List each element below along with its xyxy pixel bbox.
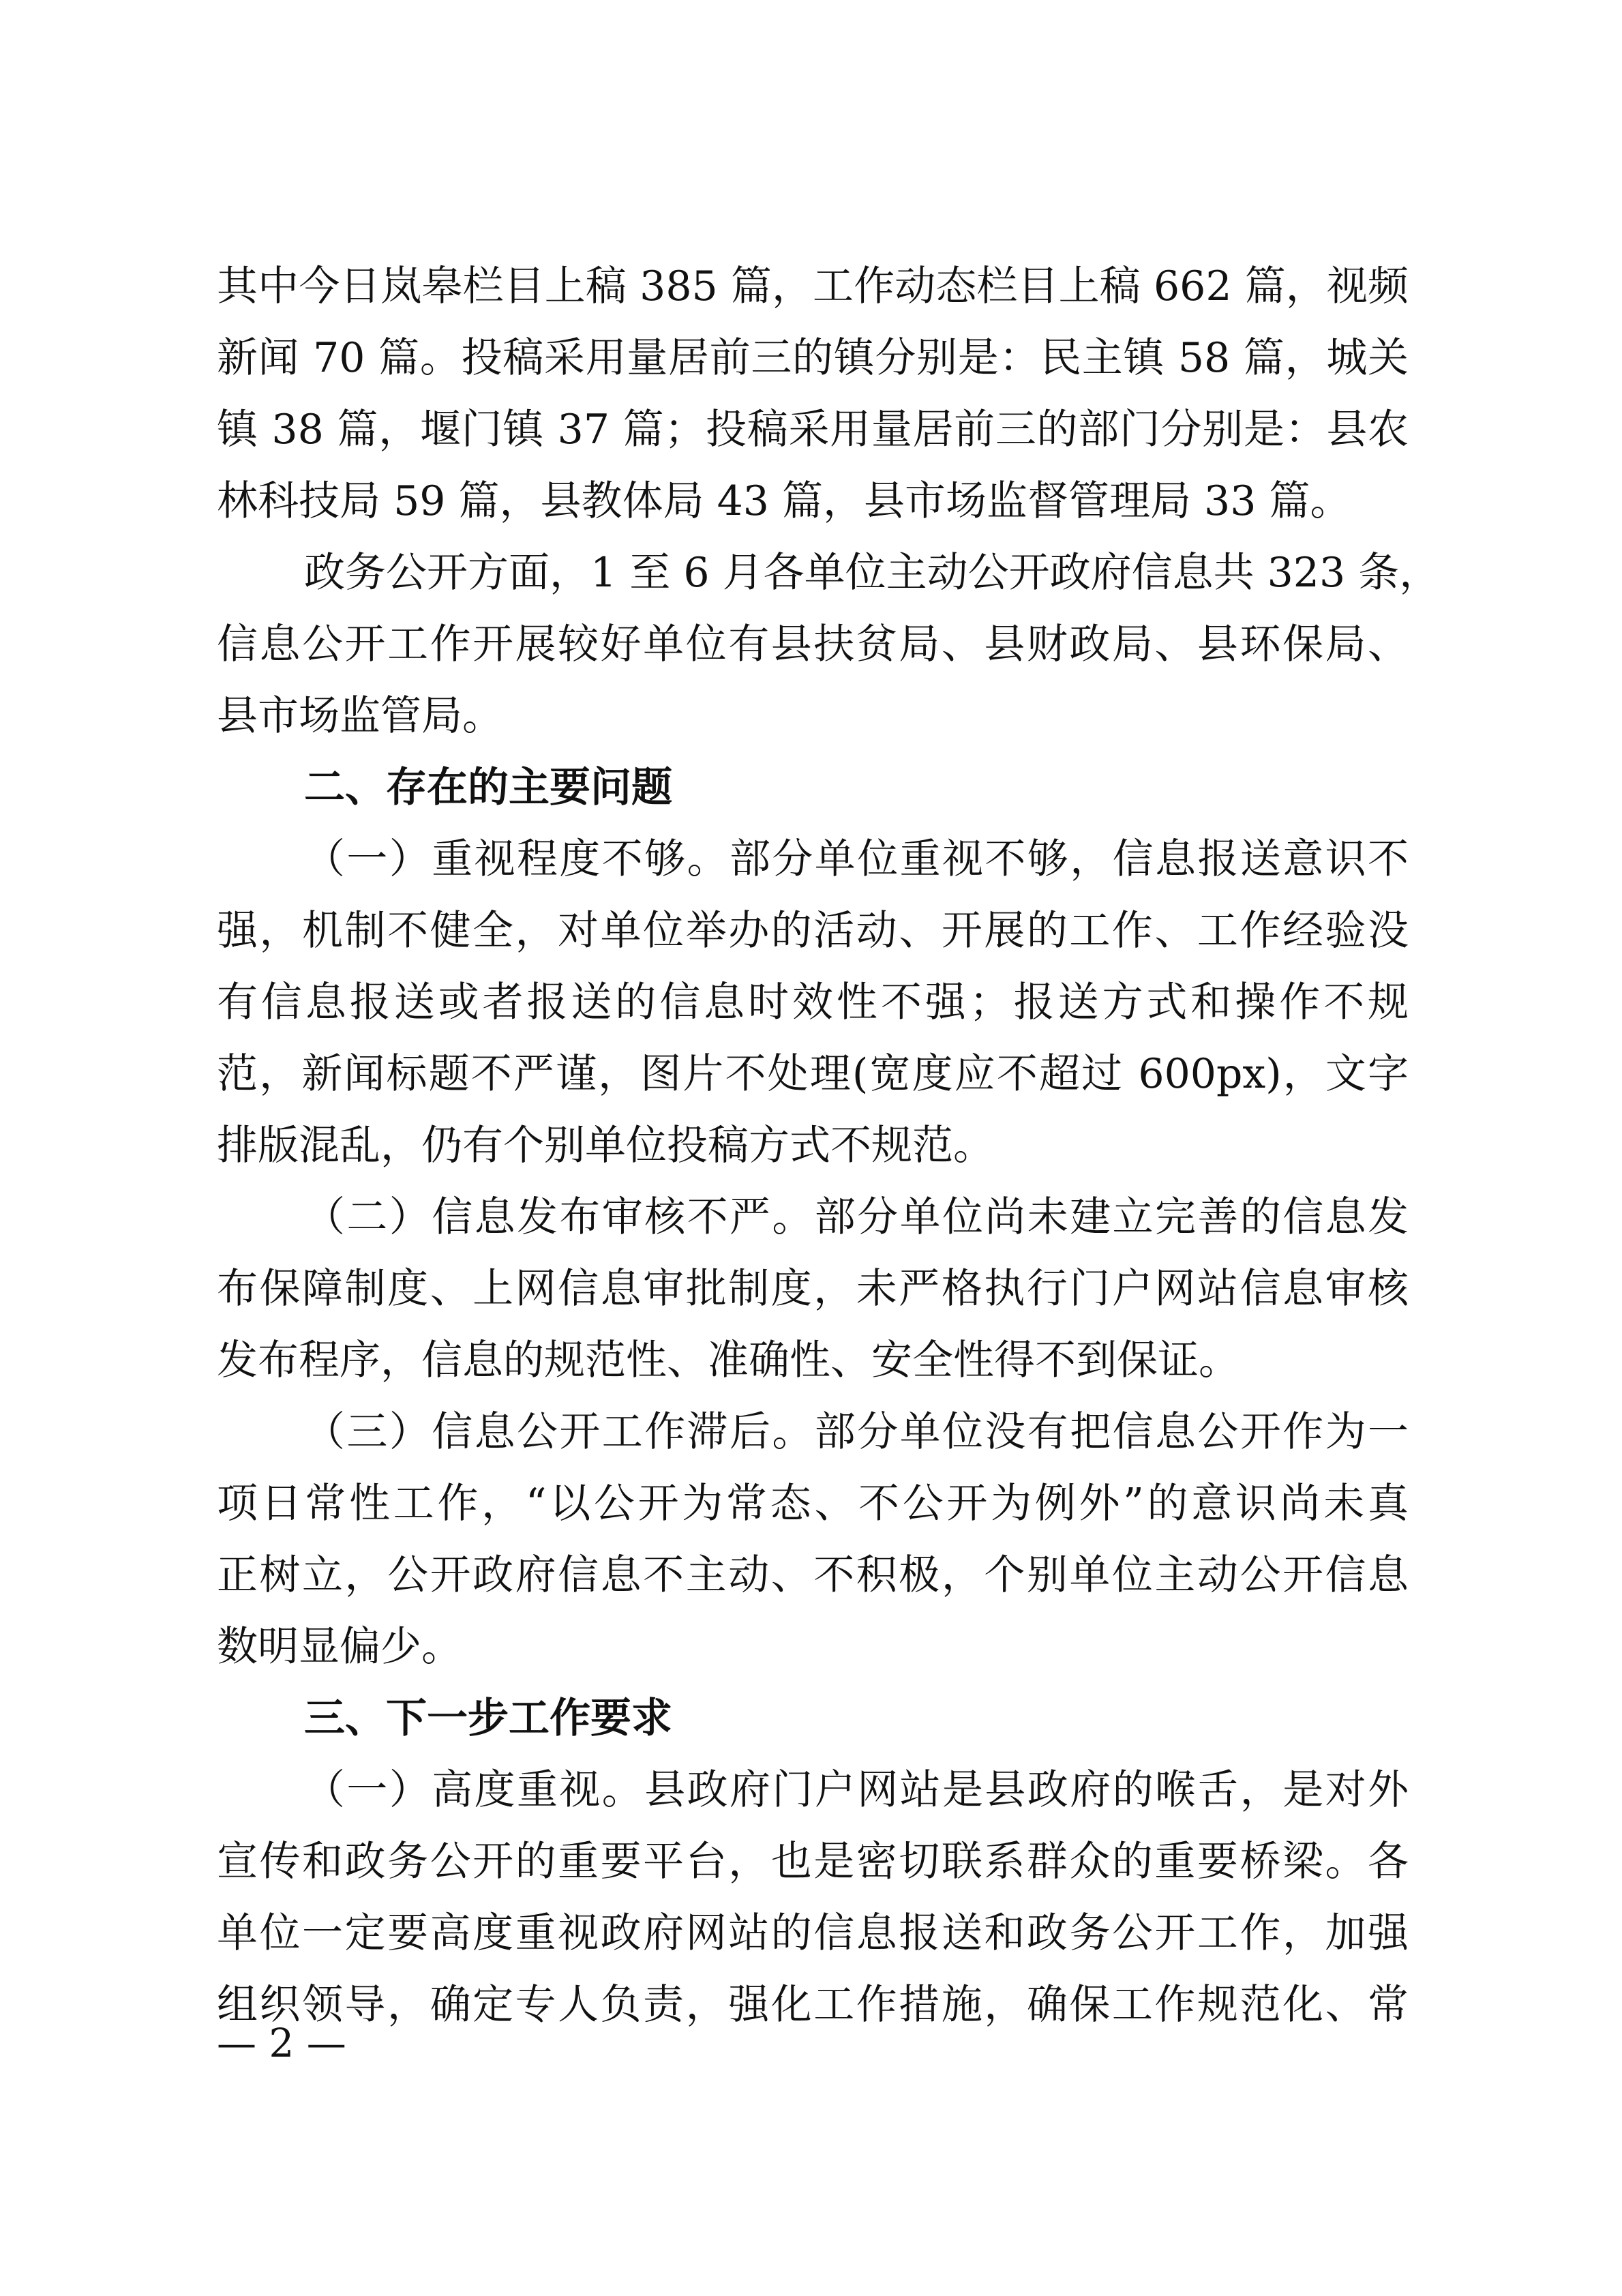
text-line: 信息公开工作开展较好单位有县扶贫局、县财政局、县环保局、 bbox=[217, 621, 1409, 668]
text-line: 宣传和政务公开的重要平台，也是密切联系群众的重要桥梁。各 bbox=[217, 1838, 1409, 1885]
paragraph bbox=[217, 1755, 1409, 2041]
paragraph bbox=[217, 537, 1441, 752]
text-line: 范，新闻标题不严谨，图片不处理(宽度应不超过 600px)，文字 bbox=[217, 1050, 1409, 1098]
paragraph bbox=[217, 251, 1409, 537]
text-line: 单位一定要高度重视政府网站的信息报送和政务公开工作，加强 bbox=[217, 1909, 1409, 1957]
text-line: 新闻 70 篇。投稿采用量居前三的镇分别是：民主镇 58 篇，城关 bbox=[217, 334, 1409, 382]
text-line: 强，机制不健全，对单位举办的活动、开展的工作、工作经验没 bbox=[217, 907, 1409, 955]
text-line: （二）信息发布审核不严。部分单位尚未建立完善的信息发 bbox=[304, 1193, 1409, 1241]
section-heading bbox=[217, 752, 1409, 824]
text-line: 项日常性工作，“以公开为常态、不公开为例外”的意识尚未真 bbox=[217, 1480, 1409, 1527]
text-line: 有信息报送或者报送的信息时效性不强；报送方式和操作不规 bbox=[217, 979, 1409, 1026]
text-line: （一）高度重视。县政府门户网站是县政府的喉舌，是对外 bbox=[304, 1766, 1409, 1814]
text-line: 组织领导，确定专人负责，强化工作措施，确保工作规范化、常 bbox=[217, 1981, 1409, 2029]
text-line: 排版混乱，仍有个别单位投稿方式不规范。 bbox=[217, 1122, 994, 1169]
text-line: 数明显偏少。 bbox=[217, 1623, 462, 1671]
text-line: 其中今日岚皋栏目上稿 385 篇，工作动态栏目上稿 662 篇，视频 bbox=[217, 263, 1409, 310]
document-body bbox=[217, 251, 1441, 2041]
page-number: — 2 — bbox=[217, 2020, 346, 2066]
text-line: 政务公开方面，1 至 6 月各单位主动公开政府信息共 323 条， bbox=[304, 549, 1441, 597]
text-line: （一）重视程度不够。部分单位重视不够，信息报送意识不 bbox=[304, 835, 1409, 883]
text-line: 布保障制度、上网信息审批制度，未严格执行门户网站信息审核 bbox=[217, 1265, 1409, 1313]
heading-text: 三、下一步工作要求 bbox=[304, 1695, 672, 1742]
text-line: （三）信息公开工作滞后。部分单位没有把信息公开作为一 bbox=[304, 1408, 1409, 1456]
paragraph bbox=[217, 1182, 1409, 1397]
paragraph bbox=[217, 824, 1409, 1182]
heading-text: 二、存在的主要问题 bbox=[304, 764, 672, 811]
section-heading bbox=[217, 1683, 1409, 1755]
text-line: 正树立，公开政府信息不主动、不积极，个别单位主动公开信息 bbox=[217, 1551, 1409, 1599]
text-line: 林科技局 59 篇，县教体局 43 篇，县市场监督管理局 33 篇。 bbox=[217, 477, 1351, 525]
text-line: 镇 38 篇，堰门镇 37 篇；投稿采用量居前三的部门分别是：县农 bbox=[217, 406, 1409, 453]
text-line: 发布程序，信息的规范性、准确性、安全性得不到保证。 bbox=[217, 1337, 1240, 1384]
paragraph bbox=[217, 1397, 1409, 1683]
text-line: 县市场监管局。 bbox=[217, 692, 503, 740]
